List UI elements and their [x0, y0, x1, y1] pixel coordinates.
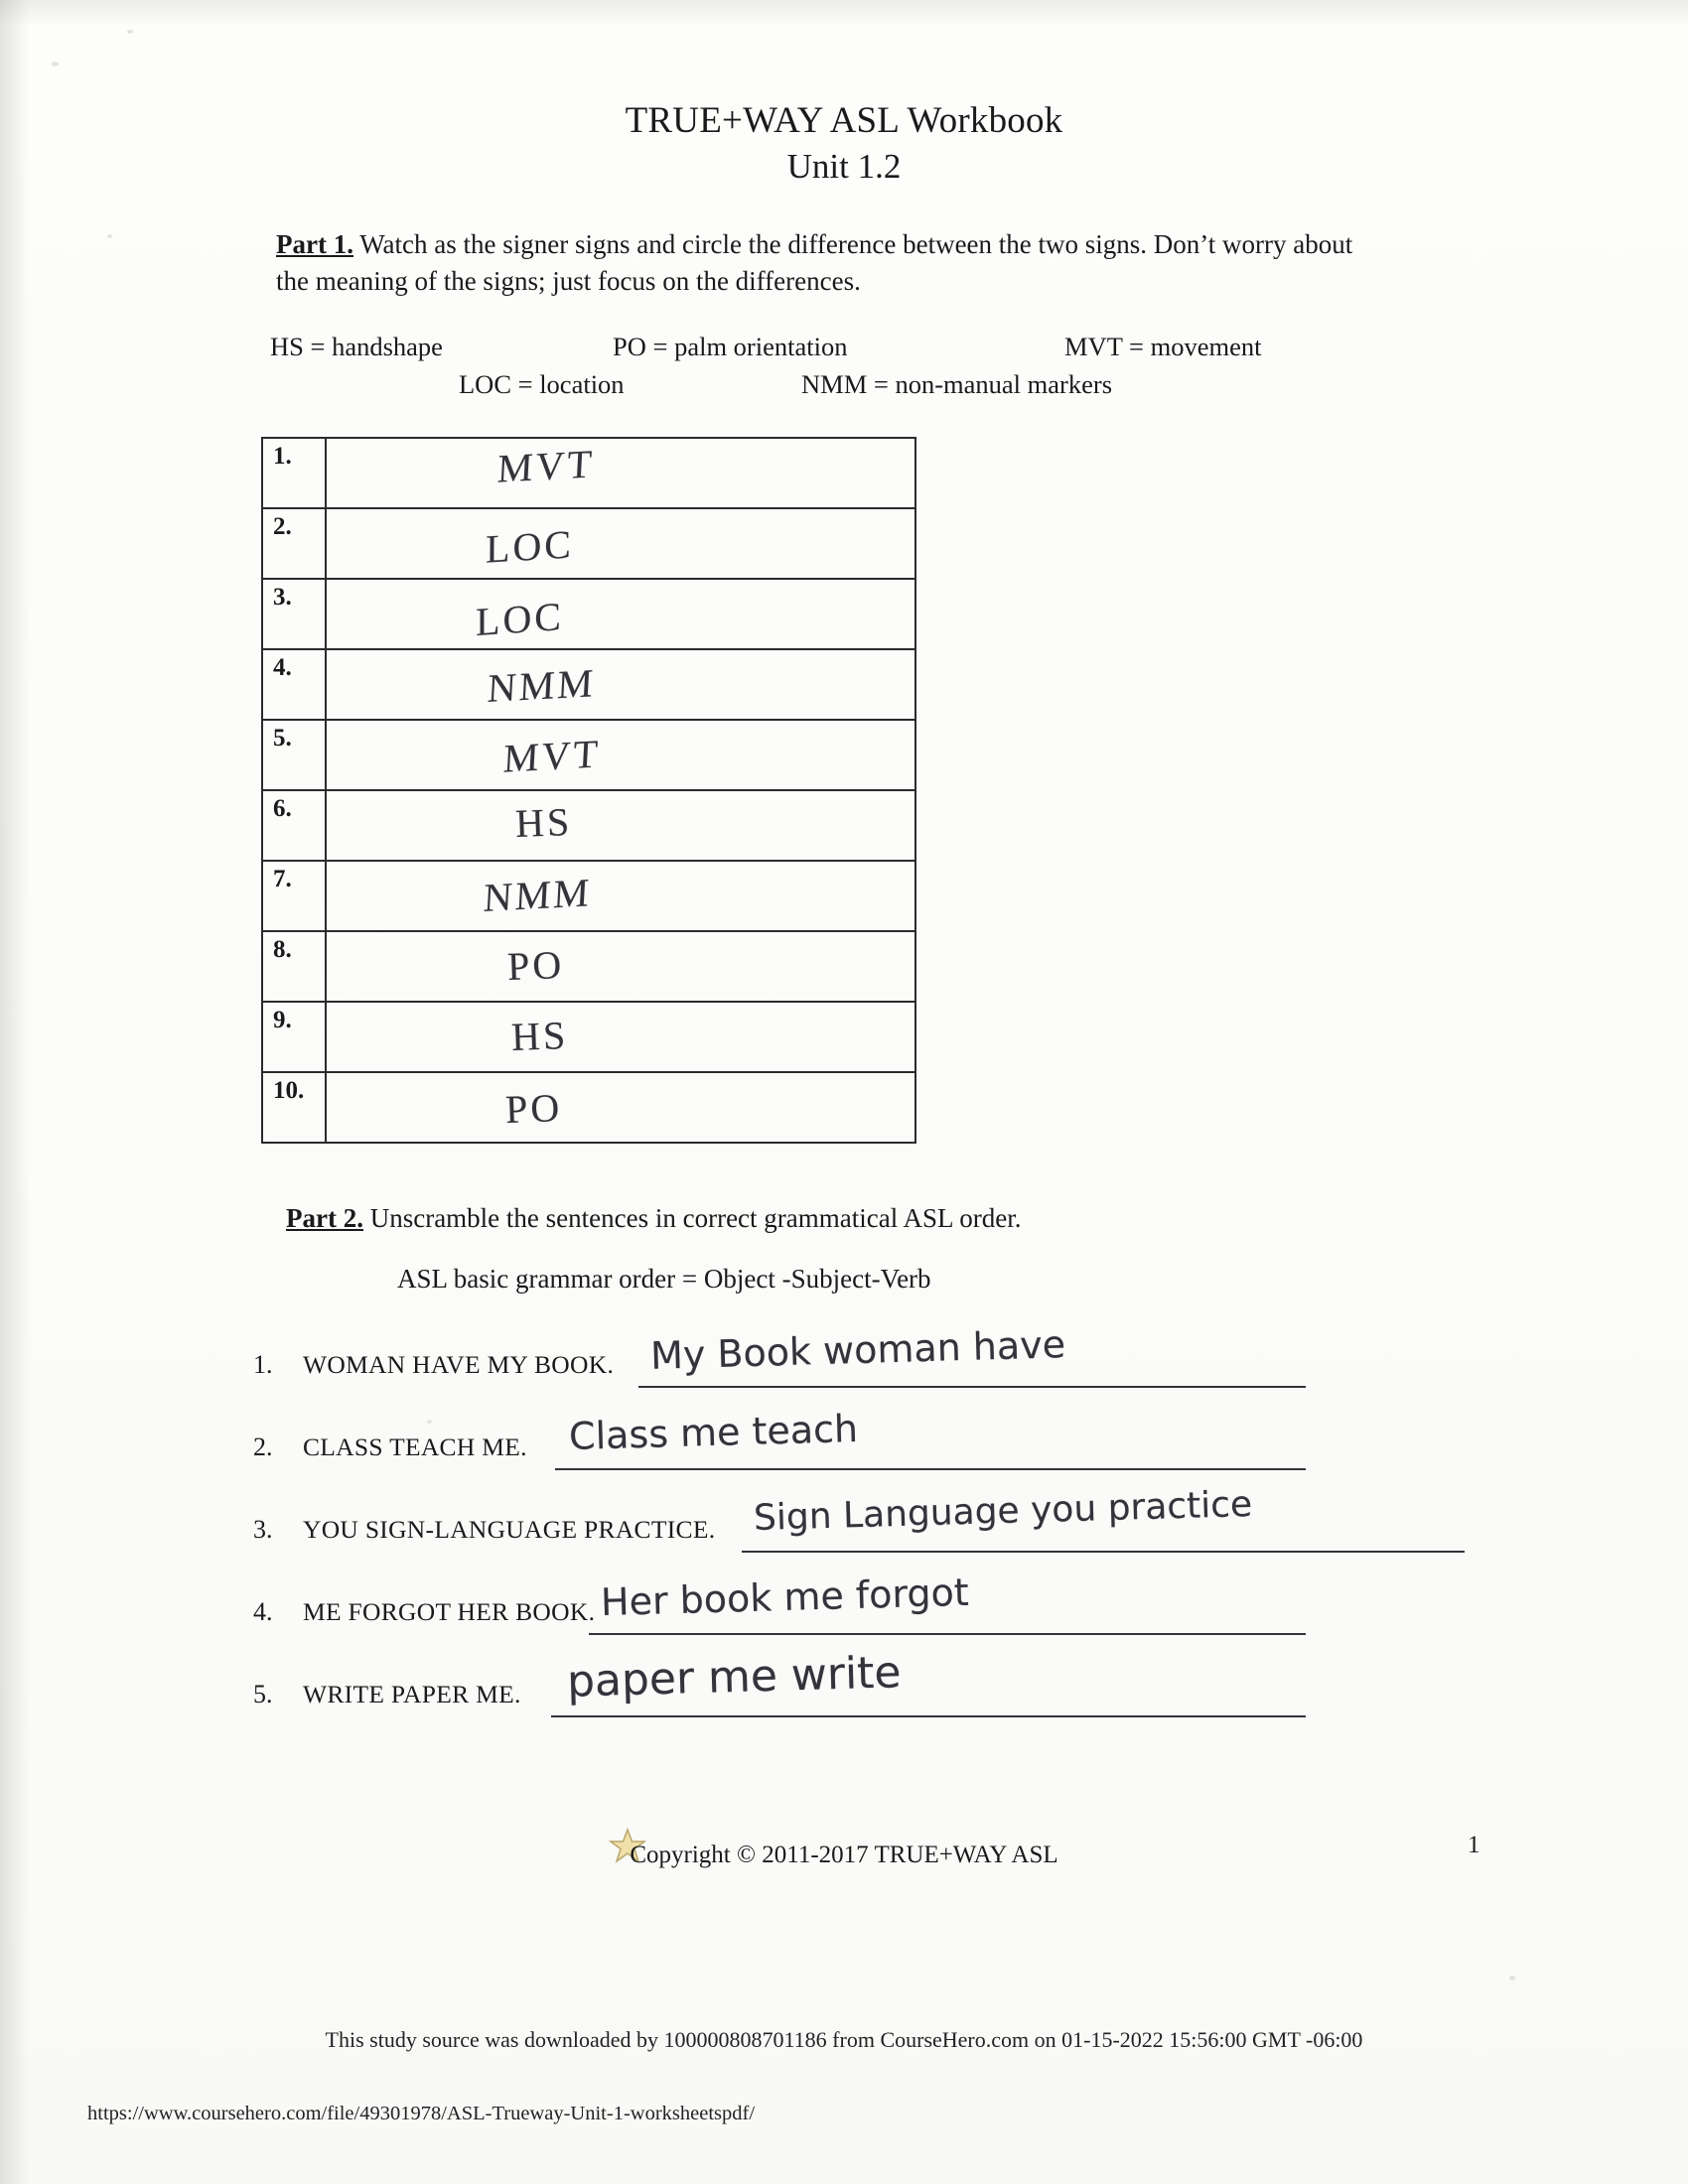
row-number: 3. [262, 579, 326, 649]
page-subtitle: Unit 1.2 [786, 147, 902, 186]
answer-cell[interactable] [326, 649, 915, 720]
row-number: 7. [262, 861, 326, 931]
list-item [253, 1406, 1445, 1495]
sentence-prompt: YOU SIGN-LANGUAGE PRACTICE. [303, 1515, 716, 1544]
table-row [262, 1072, 915, 1143]
table-row [262, 438, 915, 508]
answer-rule [742, 1551, 1465, 1553]
legend-item-hs: HS = handshape [270, 332, 443, 361]
row-number: 10. [262, 1072, 326, 1143]
answer-cell[interactable] [326, 790, 915, 861]
list-item [253, 1322, 1445, 1413]
table-row [262, 790, 915, 861]
row-number: 2. [262, 508, 326, 579]
legend-item-nmm: NMM = non-manual markers [801, 369, 1113, 399]
copyright-notice: Copyright © 2011-2017 TRUE+WAY ASL [630, 1842, 1058, 1868]
answer-cell[interactable] [326, 1072, 915, 1143]
sentence-number: 2. [253, 1433, 273, 1461]
part2-instructions-block [286, 1203, 1378, 1234]
source-url[interactable]: https://www.coursehero.com/file/49301978/ASL-Trueway-Unit-1-worksheetspdf/ [87, 2103, 756, 2124]
row-number: 1. [262, 438, 326, 508]
answer-rule [555, 1468, 1306, 1470]
row-number: 6. [262, 790, 326, 861]
part2-label: Part 2. [286, 1203, 363, 1233]
legend-item-mvt: MVT = movement [1064, 332, 1262, 361]
answer-cell[interactable] [326, 861, 915, 931]
table-row [262, 1002, 915, 1072]
part1-instructions: Watch as the signer signs and circle the difference between the two signs. Don’t worry about the meaning of the signs; just focus on the differences. [276, 229, 1353, 297]
part2-sentence-list [253, 1322, 1445, 1742]
handwritten-answer: HS [514, 799, 573, 846]
handwritten-answer: PO [504, 1085, 563, 1132]
answer-rule [589, 1633, 1306, 1635]
sentence-number: 4. [253, 1597, 273, 1626]
answer-cell[interactable] [326, 931, 915, 1002]
answer-rule [638, 1386, 1306, 1388]
row-number: 9. [262, 1002, 326, 1072]
handwritten-answer: MVT [495, 441, 597, 491]
table-row [262, 861, 915, 931]
page-number: 1 [1468, 1832, 1480, 1858]
sentence-number: 3. [253, 1515, 273, 1544]
row-number: 4. [262, 649, 326, 720]
handwritten-answer: My Book woman have [649, 1322, 1066, 1378]
download-note: This study source was downloaded by 100000808701186 from CourseHero.com on 01-15-2022 15:56:00 GMT -06:00 [325, 2027, 1363, 2052]
part1-instructions-block [276, 226, 1378, 301]
handwritten-answer: LOC [485, 521, 575, 572]
part1-label: Part 1. [276, 229, 353, 259]
handwritten-answer: HS [510, 1013, 569, 1059]
table-row [262, 649, 915, 720]
handwritten-answer: Class me teach [568, 1406, 859, 1459]
list-item [253, 1647, 1445, 1742]
part1-answer-table [261, 437, 916, 1144]
table-row [262, 508, 915, 579]
answer-rule [551, 1715, 1306, 1717]
list-item [253, 1570, 1445, 1660]
handwritten-answer: NMM [482, 870, 594, 920]
handwritten-answer: paper me write [566, 1647, 903, 1707]
row-number: 8. [262, 931, 326, 1002]
handwritten-answer: MVT [501, 731, 603, 781]
table-row [262, 720, 915, 790]
legend-item-po: PO = palm orientation [613, 332, 848, 361]
answer-cell[interactable] [326, 720, 915, 790]
part2-instructions: Unscramble the sentences in correct grammatical ASL order. [369, 1203, 1022, 1233]
table-row [262, 931, 915, 1002]
answer-cell[interactable] [326, 579, 915, 649]
page-title: TRUE+WAY ASL Workbook [625, 100, 1063, 141]
handwritten-answer: Her book me forgot [600, 1570, 970, 1625]
row-number: 5. [262, 720, 326, 790]
table-row [262, 579, 915, 649]
list-item [253, 1483, 1445, 1577]
legend-item-loc: LOC = location [459, 369, 625, 399]
sentence-prompt: CLASS TEACH ME. [303, 1433, 527, 1461]
grammar-order-note: ASL basic grammar order = Object -Subject-Verb [397, 1264, 931, 1294]
answer-cell[interactable] [326, 1002, 915, 1072]
sentence-prompt: WRITE PAPER ME. [303, 1680, 521, 1708]
sentence-prompt: WOMAN HAVE MY BOOK. [303, 1350, 615, 1379]
handwritten-answer: Sign Language you practice [753, 1483, 1253, 1540]
sentence-number: 5. [253, 1680, 273, 1708]
handwritten-answer: PO [506, 942, 565, 989]
answer-cell[interactable] [326, 438, 915, 508]
abbreviation-legend [260, 332, 1432, 407]
sentence-prompt: ME FORGOT HER BOOK. [303, 1597, 596, 1626]
answer-cell[interactable] [326, 508, 915, 579]
handwritten-answer: LOC [476, 593, 564, 645]
sentence-number: 1. [253, 1350, 273, 1379]
handwritten-answer: NMM [486, 660, 598, 711]
